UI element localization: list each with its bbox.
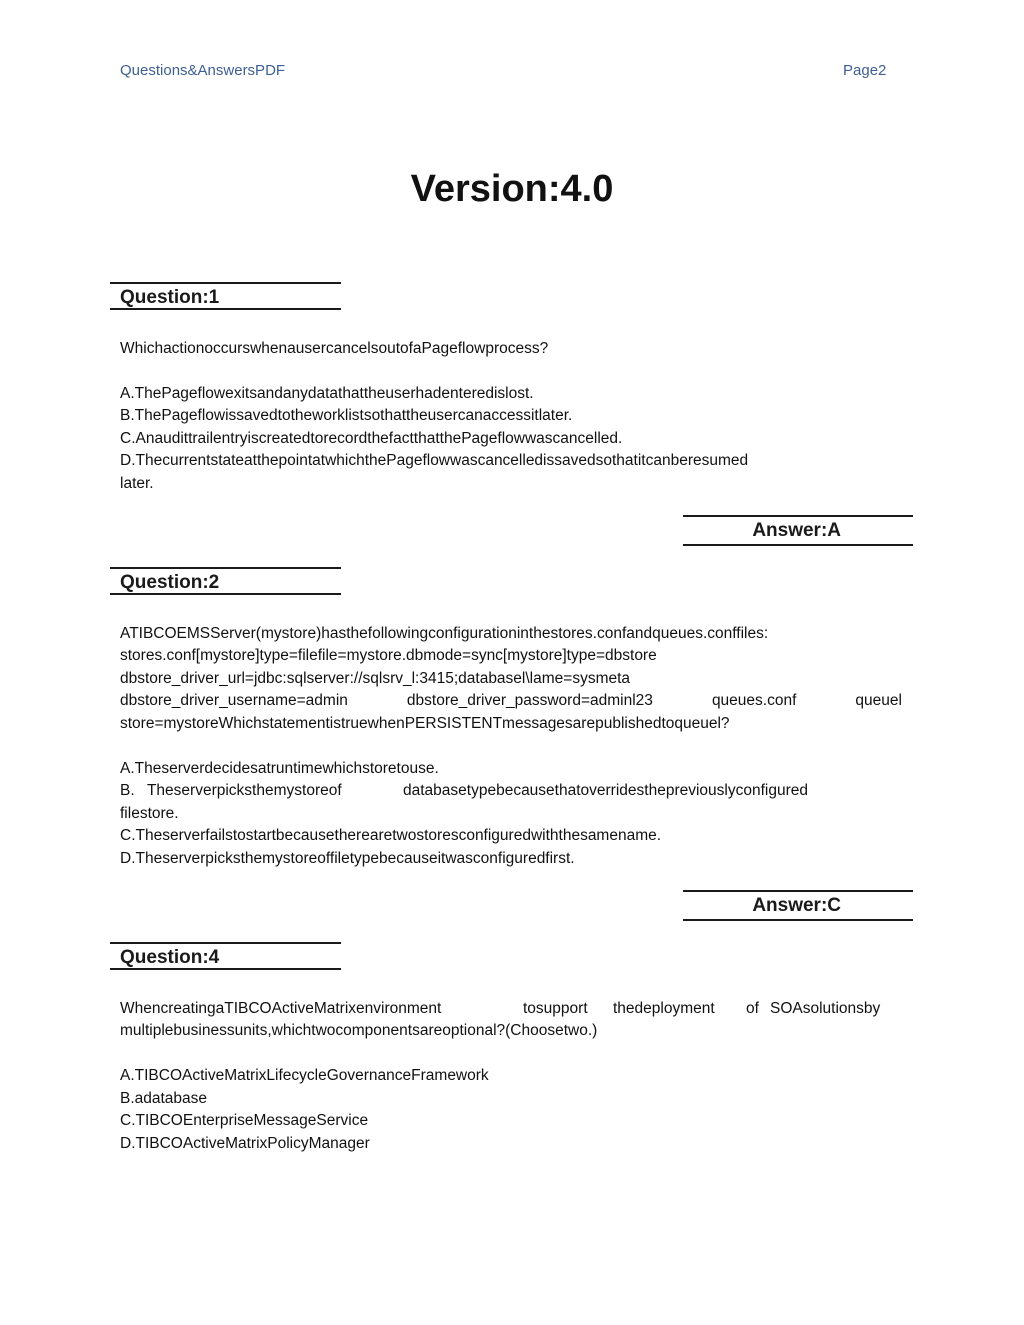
question-2-heading [110,567,341,595]
answer-1-box [683,515,913,546]
question-4-text-segment: of [746,1000,759,1017]
question-2-text-segment: dbstore_driver_password=adminl23 [406,692,653,709]
page-number: Page2 [843,62,887,79]
question-4-text-line-2: multiplebusinessunits,whichtwocomponentsareoptional?(Choosetwo.) [120,1022,598,1039]
question-2-option-c: C.Theserverfailstostartbecausetherearetwostoresconfiguredwiththesamename. [120,827,662,844]
question-2-text-line-3: dbstore_driver_url=jdbc:sqlserver://sqlsrv_l:3415;databasel\lame=sysmeta [120,670,631,687]
question-4-option-b: B.adatabase [120,1090,208,1107]
question-2-text-line-2: stores.conf[mystore]type=filefile=mystore.dbmode=sync[mystore]type=dbstore [120,647,657,664]
question-2-text-segment: queues.conf [711,692,797,709]
question-2-option-a: A.Theserverdecidesatruntimewhichstoretouse. [120,760,439,777]
question-1-label: Question:1 [120,287,220,308]
question-4-heading [110,942,341,970]
question-2-option-b-part-2: databasetypebecausethatoverridesthepreviouslyconfigured [403,782,808,799]
question-1-option-b: B.ThePageflowissavedtotheworklistsothattheusercanaccessitlater. [120,407,573,424]
header-left-text: Questions&AnswersPDF [120,62,286,79]
question-2-option-b-part-1: Theserverpicksthemystoreof [146,782,342,799]
question-4-option-d: D.TIBCOActiveMatrixPolicyManager [120,1135,370,1152]
question-1-option-d-cont: later. [120,475,154,492]
question-2-option-d: D.Theserverpicksthemystoreoffiletypebecauseitwasconfiguredfirst. [120,850,575,867]
question-4-label: Question:4 [120,947,220,968]
question-1-text: WhichactionoccurswhenausercancelsoutofaPageflowprocess? [120,340,549,357]
question-4-text-segment: SOAsolutionsby [770,1000,881,1017]
question-2-text-line-1: ATIBCOEMSServer(mystore)hasthefollowingconfigurationinthestores.confandqueues.conffiles: [120,625,769,642]
question-4-text-line-1 [120,999,886,1019]
question-1-option-d: D.ThecurrentstateatthepointatwhichthePageflowwascancelledissavedsothatitcanberesumed [120,452,749,469]
answer-2-box [683,890,913,921]
question-2-text-line-5: store=mystoreWhichstatementistruewhenPERSISTENTmessagesarepublishedtoqueuel? [120,715,730,732]
question-4-text-segment: tosupport [523,1000,588,1017]
question-2-text-segment: dbstore_driver_username=admin [120,692,348,709]
question-4-option-a: A.TIBCOActiveMatrixLifecycleGovernanceFramework [120,1067,489,1084]
answer-1-label: Answer:A [752,520,841,541]
question-4-text-segment: thedeployment [613,1000,715,1017]
question-2-option-b-letter: B. [120,782,135,799]
question-2-label: Question:2 [120,572,220,593]
question-2-option-b [120,781,845,801]
page-title: Version:4.0 [410,168,614,210]
question-2-text-line-4 [120,691,902,711]
answer-2-label: Answer:C [752,895,841,916]
question-4-text-segment: WhencreatingaTIBCOActiveMatrixenvironment [120,1000,442,1017]
question-1-option-a: A.ThePageflowexitsandanydatathattheuserhadenteredislost. [120,385,534,402]
question-2-option-b-cont: filestore. [120,805,179,822]
question-1-heading [110,282,341,310]
question-1-option-c: C.AnaudittrailentryiscreatedtorecordthefactthatthePageflowwascancelled. [120,430,623,447]
question-4-option-c: C.TIBCOEnterpriseMessageService [120,1112,369,1129]
question-2-text-segment: queuel [855,692,902,709]
